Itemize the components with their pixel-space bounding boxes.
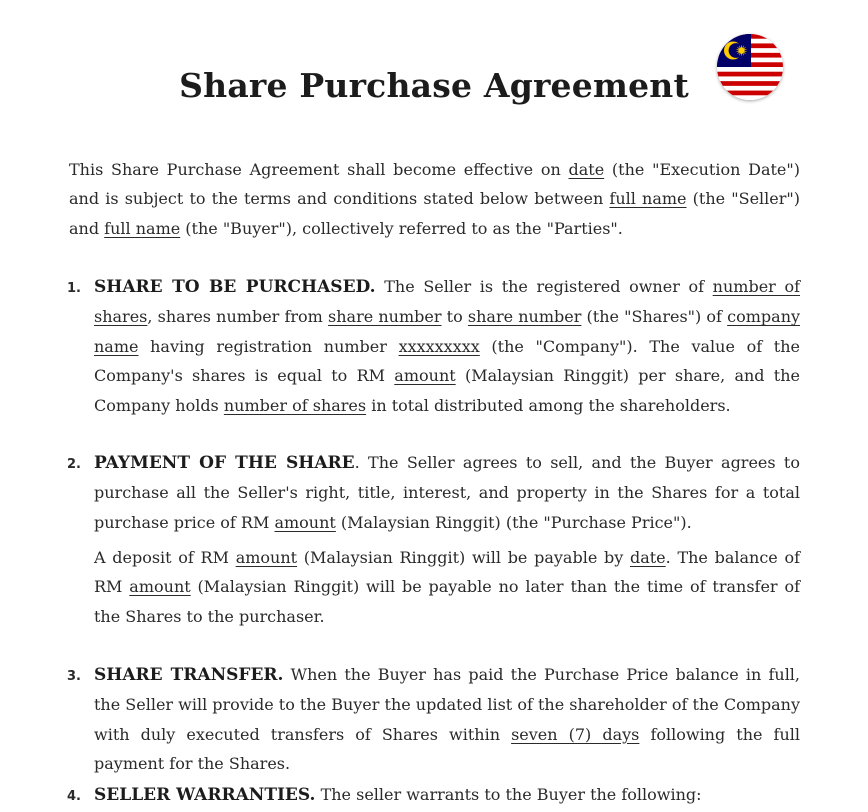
document-title: Share Purchase Agreement bbox=[179, 66, 689, 105]
section-text: (Malaysian Ringgit) per share, and the Company holds bbox=[94, 366, 801, 415]
flag-graphic bbox=[717, 34, 783, 100]
deposit-date-field: date bbox=[629, 548, 666, 567]
transfer-period-field: seven (7) days bbox=[511, 724, 640, 744]
section-text: . The Seller agrees to sell, and the Buyer agrees to purchase all the Seller's right, title, interest, and property in the Shares for a total purchase price of RM bbox=[94, 453, 800, 532]
section-text: following the full payment for the Shares. bbox=[94, 724, 801, 774]
intro-paragraph bbox=[69, 155, 800, 243]
section-text: (Malaysian Ringgit) (the "Purchase Price"). bbox=[335, 512, 692, 532]
total-shares-field: number of shares bbox=[223, 395, 367, 415]
section-payment-of-the-share bbox=[94, 448, 800, 537]
section-number: 4. bbox=[67, 789, 81, 804]
section-number: 2. bbox=[67, 457, 81, 472]
purchase-price-amount-field: amount bbox=[274, 512, 336, 532]
intro-text: (the "Buyer"), collectively referred to as the "Parties". bbox=[180, 218, 623, 238]
section-text: . The balance of RM bbox=[94, 548, 801, 597]
number-of-shares-field: number of shares bbox=[94, 277, 800, 327]
share-number-from-field: share number bbox=[328, 307, 442, 327]
share-number-to-field: share number bbox=[467, 307, 582, 327]
section-heading: PAYMENT OF THE SHARE bbox=[94, 453, 355, 473]
section-seller-warranties bbox=[94, 780, 800, 810]
section-heading: SHARE TO BE PURCHASED. bbox=[94, 277, 376, 297]
section-text: When the Buyer has paid the Purchase Price balance in full, the Seller will provide to the Buyer the updated list of the shareholder of the Company with duly executed transfers of Shares within bbox=[94, 665, 801, 744]
section-heading: SELLER WARRANTIES. bbox=[94, 785, 316, 805]
section-share-to-be-purchased bbox=[94, 272, 800, 420]
share-value-amount-field: amount bbox=[394, 366, 456, 386]
section-text: in total distributed among the shareholders. bbox=[366, 395, 731, 415]
section-text: The Seller is the registered owner of bbox=[375, 277, 713, 296]
malaysia-flag-icon bbox=[717, 34, 783, 100]
intro-text: (the "Seller") and bbox=[69, 189, 800, 238]
section-text: (the "Shares") of bbox=[581, 307, 728, 327]
company-name-field: company name bbox=[94, 307, 801, 356]
registration-number-field: xxxxxxxxx bbox=[398, 336, 480, 356]
execution-date-field: date bbox=[568, 160, 605, 179]
section-heading: SHARE TRANSFER. bbox=[94, 665, 284, 685]
section-text: (Malaysian Ringgit) will be payable no later than the time of transfer of the Shares to the purchaser. bbox=[94, 577, 800, 626]
section-payment-deposit-paragraph bbox=[94, 543, 800, 631]
section-text: having registration number bbox=[138, 336, 399, 356]
section-text: to bbox=[441, 307, 468, 327]
section-text: The seller warrants to the Buyer the following: bbox=[315, 785, 702, 804]
intro-text: (the "Execution Date") and is subject to the terms and conditions stated below between bbox=[69, 160, 800, 209]
deposit-amount-field: amount bbox=[235, 548, 298, 567]
buyer-name-field: full name bbox=[104, 218, 181, 238]
section-text: , shares number from bbox=[147, 307, 329, 327]
section-text: (the "Company"). The value of the Company's shares is equal to RM bbox=[94, 336, 800, 386]
section-text: A deposit of RM bbox=[94, 548, 236, 567]
seller-name-field: full name bbox=[609, 189, 687, 209]
flag-stripe bbox=[717, 81, 783, 86]
section-number: 1. bbox=[67, 281, 81, 296]
balance-amount-field: amount bbox=[129, 577, 191, 597]
section-number: 3. bbox=[67, 669, 81, 684]
intro-text: This Share Purchase Agreement shall become effective on bbox=[69, 160, 569, 179]
section-share-transfer bbox=[94, 660, 800, 779]
section-text: (Malaysian Ringgit) will be payable by bbox=[297, 548, 630, 567]
flag-stripe bbox=[717, 72, 783, 77]
